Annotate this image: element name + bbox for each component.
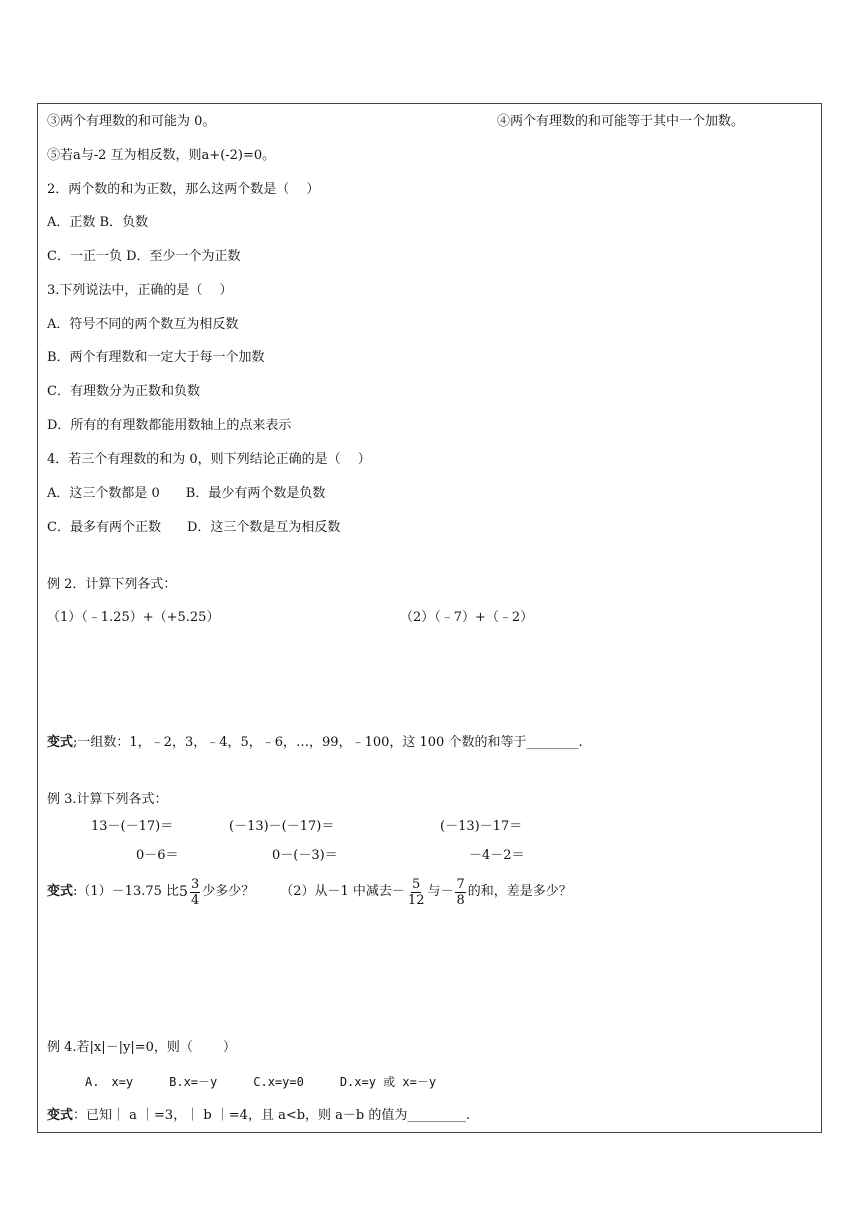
- variant-2-prefix: （2）从－1 中减去－: [280, 884, 405, 899]
- variant-1-suffix: 少多少？: [202, 884, 255, 899]
- expression-5: 0－(－3)＝: [272, 848, 338, 863]
- example-4-title: 例 4.若|x|－|y|=0，则（ ）: [47, 1040, 237, 1055]
- question-3-option-b: B．两个有理数和一定大于每一个加数: [47, 350, 265, 365]
- example-4-variant: [47, 1107, 470, 1125]
- fraction-numerator: 7: [456, 876, 465, 892]
- variant-text: ;一组数：1，﹣2，3，﹣4，5，﹣6，…，99，﹣100，这 100 个数的和等于________.: [73, 735, 583, 750]
- variant-label: 变式: [47, 1108, 74, 1123]
- expression-1: 13－(－17)＝: [91, 819, 174, 834]
- statement-5: ⑤若a与-2 互为相反数，则a+(-2)=0。: [47, 148, 276, 163]
- expression-6: －4－2＝: [469, 848, 525, 863]
- variant-2-middle: 与－: [427, 884, 454, 899]
- fraction-denominator: 12: [407, 892, 425, 908]
- variant-2-suffix: 的和，差是多少？: [467, 884, 572, 899]
- fraction-three-quarters: [190, 877, 200, 908]
- variant-text: ：已知｜ a ｜=3，｜ b ｜=4，且 a<b，则 a－b 的值为_________.: [73, 1108, 471, 1123]
- example-2-part-1: （1）（﹣1.25）+（+5.25）: [47, 610, 220, 625]
- question-2-stem: 2．两个数的和为正数，那么这两个数是（ ）: [47, 182, 320, 197]
- fraction-five-twelfths: [407, 877, 426, 908]
- example-3-variant: [47, 872, 572, 912]
- fraction-numerator: 5: [412, 876, 421, 892]
- example-4-options: A. x=y B.x=－y C.x=y=0 D.x=y 或 x=－y: [85, 1075, 437, 1089]
- mixed-number-whole: 5: [179, 884, 188, 900]
- statement-4: ④两个有理数的和可能等于其中一个加数。: [497, 114, 745, 129]
- fraction-denominator: 8: [456, 892, 465, 908]
- question-3-option-a: A．符号不同的两个数互为相反数: [47, 317, 239, 332]
- question-2-options-ab: A．正数 B．负数: [47, 215, 149, 230]
- fraction-seven-eighths: [455, 877, 465, 908]
- question-3-option-d: D．所有的有理数都能用数轴上的点来表示: [47, 418, 292, 433]
- variant-label: 变式: [47, 735, 74, 750]
- expression-3: (－13)－17＝: [440, 819, 523, 834]
- example-2-part-2: （2）（﹣7）+（﹣2）: [400, 610, 534, 625]
- variant-label: 变式: [47, 884, 74, 899]
- example-2-title: 例 2．计算下列各式：: [47, 577, 177, 592]
- expression-2: (－13)－(－17)＝: [229, 819, 335, 834]
- example-3-title: 例 3.计算下列各式：: [47, 792, 168, 807]
- question-3-option-c: C．有理数分为正数和负数: [47, 384, 200, 399]
- question-4-stem: 4．若三个有理数的和为 0，则下列结论正确的是（ ）: [47, 452, 371, 467]
- question-2-options-cd: C．一正一负 D．至少一个为正数: [47, 249, 241, 264]
- question-3-stem: 3.下列说法中，正确的是（ ）: [47, 283, 233, 298]
- fraction-numerator: 3: [190, 876, 200, 892]
- question-4-options-cd: C．最多有两个正数 D．这三个数是互为相反数: [47, 520, 341, 535]
- example-2-variant: [47, 734, 583, 752]
- expression-4: 0－6＝: [136, 848, 179, 863]
- question-4-options-ab: A．这三个数都是 0 B．最少有两个数是负数: [47, 486, 326, 501]
- fraction-denominator: 4: [190, 892, 200, 908]
- statement-3: ③两个有理数的和可能为 0。: [47, 114, 216, 129]
- variant-1-prefix: :（1）－13.75 比: [73, 884, 180, 899]
